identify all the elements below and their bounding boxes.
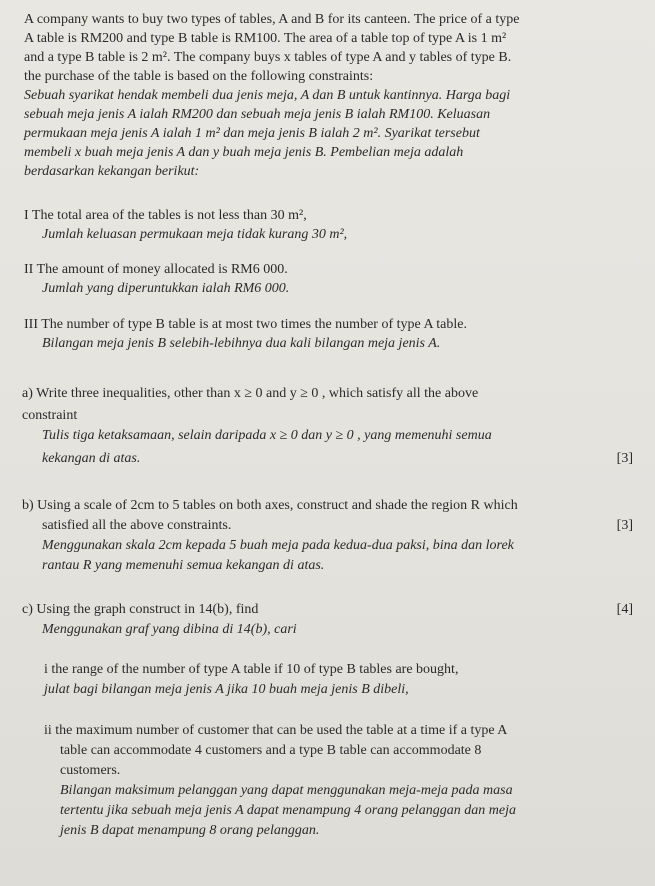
intro-ms-line-3: permukaan meja jenis A ialah 1 m² dan meja jenis B ialah 2 m². Syarikat tersebut <box>24 126 480 141</box>
question-a-marks: [3] <box>616 451 633 466</box>
question-c-marks: [4] <box>616 602 633 617</box>
question-b-en-2: satisfied all the above constraints. <box>42 518 232 533</box>
question-c-i-ms: julat bagi bilangan meja jenis A jika 10 buah meja jenis B dibeli, <box>44 682 409 697</box>
question-c-en-1: c) Using the graph construct in 14(b), find <box>22 602 259 617</box>
intro-en-line-3: and a type B table is 2 m². The company buys x tables of type A and y tables of type B. <box>24 50 512 65</box>
intro-ms-line-1: Sebuah syarikat hendak membeli dua jenis meja, A dan B untuk kantinnya. Harga bagi <box>24 88 511 103</box>
question-a-ms-2: kekangan di atas. <box>42 451 141 466</box>
intro-en-line-4: the purchase of the table is based on the following constraints: <box>24 69 374 84</box>
question-b-ms-1: Menggunakan skala 2cm kepada 5 buah meja pada kedua-dua paksi, bina dan lorek <box>42 538 514 553</box>
intro-ms-line-4: membeli x buah meja jenis A dan y buah meja jenis B. Pembelian meja adalah <box>24 145 464 160</box>
question-a-en-2: constraint <box>22 408 78 423</box>
constraint-2-ms: Jumlah yang diperuntukkan ialah RM6 000. <box>42 281 290 296</box>
question-c-i-en: i the range of the number of type A table if 10 of type B tables are bought, <box>44 662 459 677</box>
constraint-2-en: II The amount of money allocated is RM6 000. <box>24 262 288 277</box>
question-b-en-1: b) Using a scale of 2cm to 5 tables on both axes, construct and shade the region R which <box>22 498 518 513</box>
constraint-3-en: III The number of type B table is at most two times the number of type A table. <box>24 317 467 332</box>
question-a-ms-1: Tulis tiga ketaksamaan, selain daripada x ≥ 0 dan y ≥ 0 , yang memenuhi semua <box>42 428 492 443</box>
constraint-1-en: I The total area of the tables is not less than 30 m², <box>24 208 307 223</box>
question-c-ii-en-3: customers. <box>60 763 121 778</box>
question-c-ii-ms-1: Bilangan maksimum pelanggan yang dapat menggunakan meja-meja pada masa <box>60 783 513 798</box>
question-c-ms-1: Menggunakan graf yang dibina di 14(b), cari <box>42 622 297 637</box>
question-b-marks: [3] <box>616 518 633 533</box>
question-c-ii-ms-2: tertentu jika sebuah meja jenis A dapat menampung 4 orang pelanggan dan meja <box>60 803 516 818</box>
question-c-ii-ms-3: jenis B dapat menampung 8 orang pelanggan. <box>60 823 320 838</box>
intro-en-line-2: A table is RM200 and type B table is RM100. The area of a table top of type A is 1 m² <box>24 31 507 46</box>
question-c-ii-en-1: ii the maximum number of customer that can be used the table at a time if a type A <box>44 723 508 738</box>
constraint-3-ms: Bilangan meja jenis B selebih-lebihnya dua kali bilangan meja jenis A. <box>42 336 441 351</box>
question-c-ii-en-2: table can accommodate 4 customers and a type B table can accommodate 8 <box>60 743 482 758</box>
question-b-ms-2: rantau R yang memenuhi semua kekangan di atas. <box>42 558 325 573</box>
intro-en-line-1: A company wants to buy two types of tables, A and B for its canteen. The price of a type <box>24 12 520 27</box>
constraint-1-ms: Jumlah keluasan permukaan meja tidak kurang 30 m², <box>42 227 348 242</box>
question-a-en-1: a) Write three inequalities, other than x ≥ 0 and y ≥ 0 , which satisfy all the above <box>22 386 479 401</box>
intro-ms-line-2: sebuah meja jenis A ialah RM200 dan sebuah meja jenis B ialah RM100. Keluasan <box>24 107 491 122</box>
intro-ms-line-5: berdasarkan kekangan berikut: <box>24 164 200 179</box>
